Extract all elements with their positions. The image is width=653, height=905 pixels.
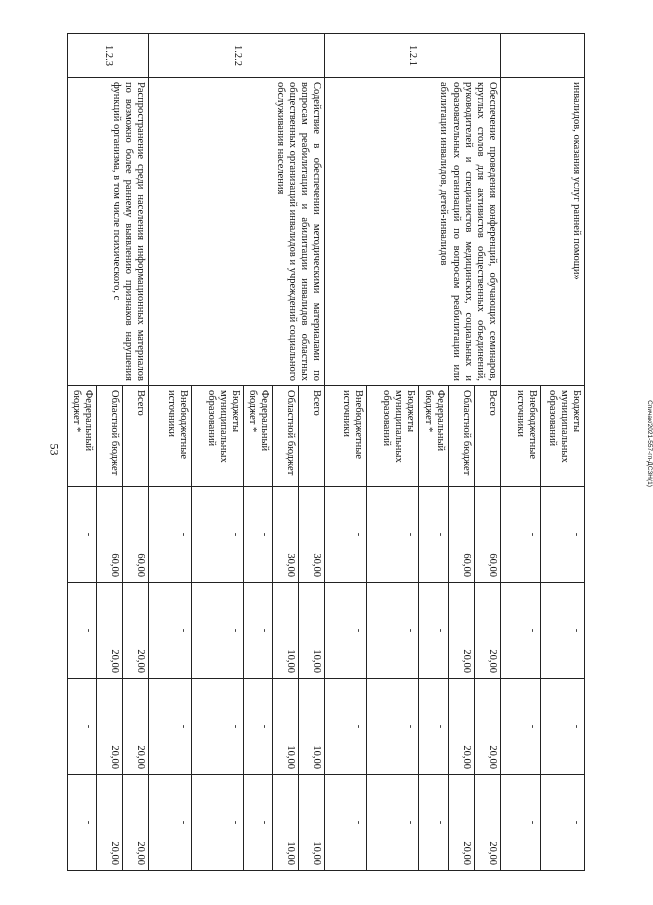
value-cell: 60,00 [448,487,474,583]
value-cell: - [500,487,540,583]
value-cell: - [367,583,419,679]
funding-source: Всего [299,386,325,487]
number-cell [500,34,584,78]
value-cell: - [68,679,97,775]
budget-table [67,33,585,871]
funding-source: Внебюджетные источники [325,386,367,487]
value-cell: 20,00 [448,583,474,679]
funding-source: Федеральный бюджет * [68,386,97,487]
value-cell: - [243,679,272,775]
value-cell: 10,00 [299,583,325,679]
value-cell: - [243,775,272,871]
funding-source: Бюджеты муниципальных образований [367,386,419,487]
table-row [540,34,584,871]
funding-source: Внебюджетные источники [500,386,540,487]
value-cell: - [149,583,191,679]
value-cell: 20,00 [448,679,474,775]
value-cell: 20,00 [123,679,149,775]
value-cell: - [419,487,448,583]
value-cell: 30,00 [272,487,298,583]
value-cell: 20,00 [97,679,123,775]
item-description: Распространение среди населения информационных материалов по возможно более раннему выявлению признаков нарушения функций организма, в том числе психического, с [68,78,149,386]
value-cell: 20,00 [474,679,500,775]
value-cell: - [68,487,97,583]
value-cell: 20,00 [474,583,500,679]
funding-source: Бюджеты муниципальных образований [540,386,584,487]
funding-source: Областной бюджет [272,386,298,487]
item-description: Обеспечение проведения конференций, обучающих семинаров, круглых столов для активистов общественных объединений, руководителей и специалистов медицинских, социальных и образовательных организаций по вопросам реабилитации или абилитации инвалидов, детей-инвалидов [325,78,501,386]
value-cell: - [367,679,419,775]
funding-source: Областной бюджет [448,386,474,487]
value-cell: 20,00 [448,775,474,871]
item-description: Содействие в обеспечении методическими материалами по вопросам реабилитации и абилитации инвалидов областных общественных организаций инвалидов и учреждений социального обслуживания населения [149,78,325,386]
value-cell: - [419,679,448,775]
value-cell: - [540,775,584,871]
table-row [123,34,149,871]
value-cell: - [367,487,419,583]
page-number: 53 [47,443,62,456]
value-cell: - [68,775,97,871]
funding-source: Федеральный бюджет * [419,386,448,487]
document-footer-code: Спичак/2021-557-гп-ДСЗН(1) [645,400,653,487]
value-cell: 60,00 [97,487,123,583]
funding-source: Всего [474,386,500,487]
value-cell: - [367,775,419,871]
value-cell: - [419,775,448,871]
funding-source: Всего [123,386,149,487]
item-number: 1.2.1 [325,34,501,78]
value-cell: - [500,679,540,775]
item-number: 1.2.2 [149,34,325,78]
value-cell: - [419,583,448,679]
value-cell: 10,00 [272,679,298,775]
value-cell: 10,00 [272,775,298,871]
table-row [474,34,500,871]
value-cell: 60,00 [123,487,149,583]
value-cell: - [540,583,584,679]
value-cell: 20,00 [123,775,149,871]
value-cell: - [325,775,367,871]
value-cell: - [243,487,272,583]
value-cell: - [325,679,367,775]
value-cell: 60,00 [474,487,500,583]
value-cell: - [149,679,191,775]
value-cell: - [149,775,191,871]
funding-source: Областной бюджет [97,386,123,487]
value-cell: - [191,487,243,583]
value-cell: 10,00 [272,583,298,679]
funding-source: Бюджеты муниципальных образований [191,386,243,487]
value-cell: - [149,487,191,583]
value-cell: 10,00 [299,775,325,871]
continuation-text: инвалидов, оказания услуг ранней помощи» [500,78,584,386]
value-cell: - [540,679,584,775]
value-cell: - [325,583,367,679]
item-number: 1.2.3 [68,34,149,78]
value-cell: - [243,583,272,679]
value-cell: - [500,583,540,679]
value-cell: - [68,583,97,679]
value-cell: 10,00 [299,679,325,775]
value-cell: - [191,583,243,679]
table-stage [67,33,585,870]
value-cell: - [500,775,540,871]
value-cell: 20,00 [97,775,123,871]
value-cell: - [325,487,367,583]
rotated-table-wrapper [67,33,585,870]
funding-source: Федеральный бюджет * [243,386,272,487]
value-cell: 30,00 [299,487,325,583]
table-row [299,34,325,871]
value-cell: - [191,775,243,871]
value-cell: 20,00 [123,583,149,679]
funding-source: Внебюджетные источники [149,386,191,487]
value-cell: - [540,487,584,583]
value-cell: - [191,679,243,775]
value-cell: 20,00 [97,583,123,679]
value-cell: 20,00 [474,775,500,871]
